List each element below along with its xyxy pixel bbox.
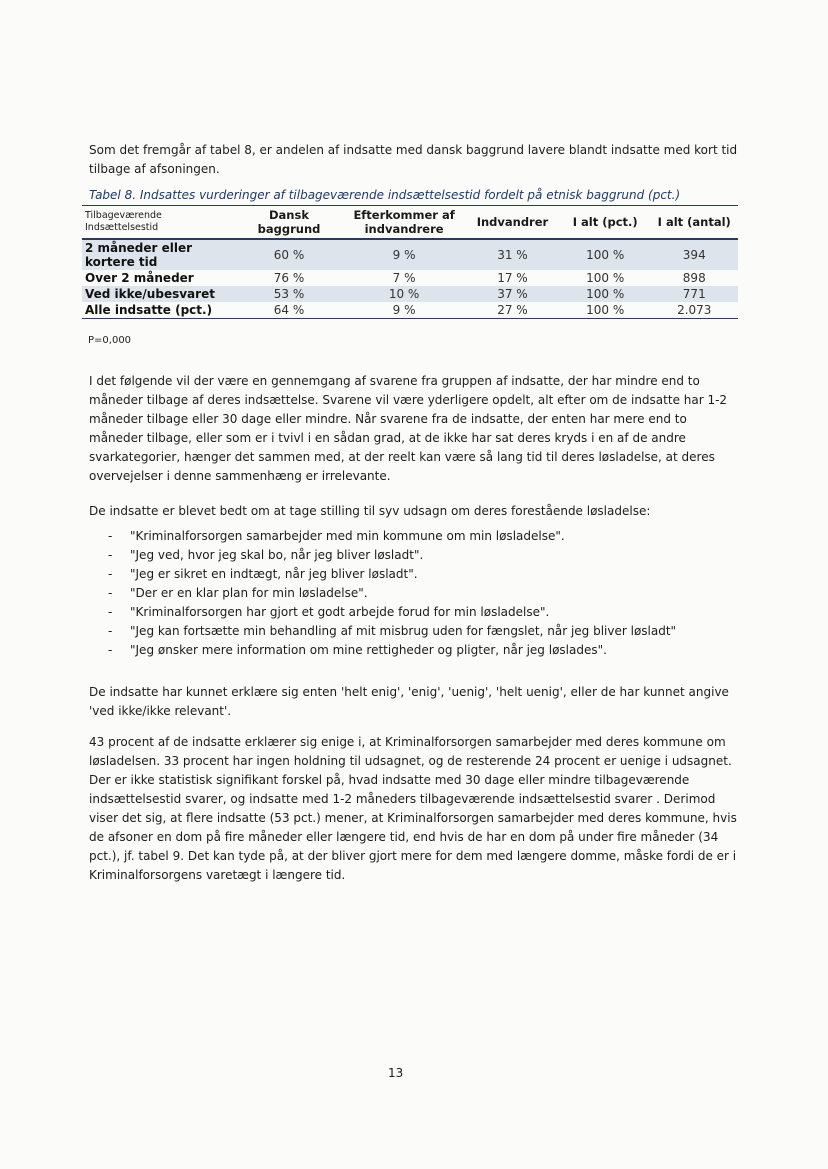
intro-paragraph: Som det fremgår af tabel 8, er andelen af indsatte med dansk baggrund lavere blandt indsatte med kort tid tilbage af afsoningen. [89,143,738,176]
table-caption: Tabel 8. Indsattes vurderinger af tilbageværende indsættelsestid fordelt på etnisk baggrund (pct.) [89,188,681,202]
statement-text: "Kriminalforsorgen har gjort et godt arbejde forud for min løsladelse". [130,605,550,619]
bullet-dash: - [108,624,113,638]
table-cell: 76 % [273,271,305,285]
table-row [82,270,738,286]
table-cell: 37 % [465,286,560,302]
list-item [108,546,728,565]
table-cell: 9 % [343,239,465,270]
row-label: Ved ikke/ubesvaret [82,286,235,302]
table-8 [82,205,738,319]
statement-text: "Jeg er sikret en indtægt, når jeg bliver løsladt". [130,567,418,581]
bullet-dash: - [108,643,113,657]
table-cell: 10 % [343,286,465,302]
table-cell: 100 % [560,286,651,302]
list-item [108,622,728,641]
body-paragraph: De indsatte har kunnet erklære sig enten 'helt enig', 'enig', 'uenig', 'helt uenig', eller de har kunnet angive 'ved ikke/ikke relevant'. [89,685,729,718]
table-header-row [82,206,738,240]
table-cell: 2.073 [651,302,738,319]
table-cell: 53 % [235,286,343,302]
table-cell: 100 % [586,271,625,285]
list-item [108,641,728,660]
table-row [82,239,738,270]
list-item [108,565,728,584]
body-paragraph: De indsatte er blevet bedt om at tage stilling til syv udsagn om deres forestående løsladelse: [89,504,651,518]
row-label: Over 2 måneder [85,271,194,285]
col-header-dansk-baggrund: Dansk baggrund [235,206,343,240]
table-footnote: P=0,000 [88,335,132,346]
body-paragraph: I det følgende vil der være en gennemgang af svarene fra gruppen af indsatte, der har mindre end to måneder tilbage af deres indsættelse. Svarene vil være yderligere opdelt, alt efter om de indsatte har 1-2 måneder tilbage eller 30 dage eller mindre. Når svarene fra de indsatte, der enten har mere end to måneder tilbage, eller som er i tvivl i en sådan grad, at de ikke har sat deres kryds i en af de andre svarkategorier, hænger det sammen med, at der reelt kan være så lang tid til deres løsladelse, at deres overvejelser i denne sammenhæng er irrelevante. [89,374,728,483]
table-cell: 771 [651,286,738,302]
col-header-i-alt-pct: I alt (pct.) [560,206,651,240]
col-header-indvandrer: Indvandrer [465,206,560,240]
bullet-dash: - [108,567,113,581]
table-cell: 394 [651,239,738,270]
list-item [108,603,728,622]
table-cell: 9 % [343,302,465,319]
table-row [82,286,738,302]
bullet-dash: - [108,548,113,562]
table-cell: 7 % [392,271,416,285]
col-header-i-alt-antal: I alt (antal) [651,206,738,240]
list-item [108,584,728,603]
bullet-dash: - [108,605,113,619]
table-cell: 898 [682,271,706,285]
table-cell: 17 % [497,271,528,285]
statement-text: "Jeg ønsker mere information om mine rettigheder og pligter, når jeg løslades". [130,643,607,657]
body-paragraph: 43 procent af de indsatte erklærer sig enige i, at Kriminalforsorgen samarbejder med deres kommune om løsladelsen. 33 procent har ingen holdning til udsagnet, og de resterende 24 procent er uenige i udsagnet. Der er ikke statistisk signifikant forskel på, hvad indsatte med 30 dage eller mindre tilbageværende indsættelsestid svarer, og indsatte med 1-2 måneders tilbageværende indsættelsestid svarer . Derimod viser det sig, at flere indsatte (53 pct.) mener, at Kriminalforsorgen samarbejder med deres kommune, hvis de afsoner en dom på fire måneder eller længere tid, end hvis de har en dom på under fire måneder (34 pct.), jf. tabel 9. Det kan tyde på, at der bliver gjort mere for dem med længere domme, måske fordi de er i Kriminalforsorgens varetægt i længere tid. [89,735,737,882]
table-cell: 31 % [465,239,560,270]
table-cell: 64 % [235,302,343,319]
statement-text: "Kriminalforsorgen samarbejder med min kommune om min løsladelse". [130,529,565,543]
row-label: 2 måneder eller kortere tid [82,239,235,270]
page-number: 13 [388,1066,404,1080]
statement-text: "Jeg ved, hvor jeg skal bo, når jeg bliver løsladt". [130,548,424,562]
table-row [82,302,738,319]
table-cell: 27 % [465,302,560,319]
table-cell: 100 % [560,302,651,319]
table-cell: 60 % [235,239,343,270]
table-corner-label: Tilbageværende Indsættelsestid [82,206,235,240]
list-item [108,527,728,546]
table-cell: 100 % [560,239,651,270]
statement-text: "Jeg kan fortsætte min behandling af mit misbrug uden for fængslet, når jeg bliver løsladt" [130,624,677,638]
col-header-efterkommer: Efterkommer af indvandrere [343,206,465,240]
bullet-dash: - [108,586,113,600]
statement-text: "Der er en klar plan for min løsladelse". [130,586,368,600]
row-label: Alle indsatte (pct.) [82,302,235,319]
bullet-dash: - [108,529,113,543]
statement-list [108,527,728,660]
